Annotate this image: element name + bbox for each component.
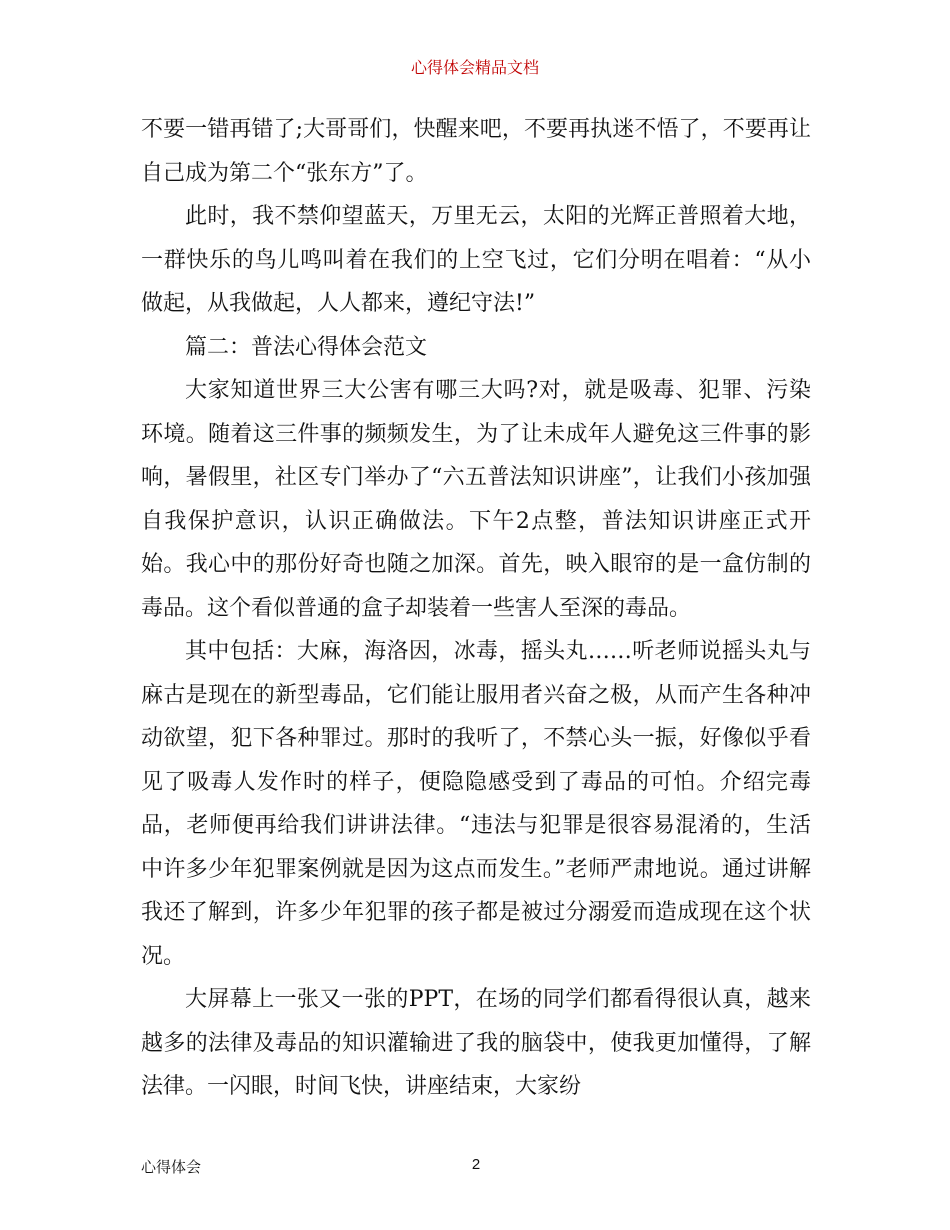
document-body [141,108,811,1109]
page-number: 2 [471,1156,481,1173]
paragraph: 其中包括：大麻，海洛因，冰毒，摇头丸……听老师说摇头丸与麻古是现在的新型毒品，它们能让服用者兴奋之极，从而产生各种冲动欲望，犯下各种罪过。那时的我听了，不禁心头一振，好像似乎看见了吸毒人发作时的样子，便隐隐感受到了毒品的可怕。介绍完毒品，老师便再给我们讲讲法律。“违法与犯罪是很容易混淆的，生活中许多少年犯罪案例就是因为这点而发生。”老师严肃地说。通过讲解我还了解到，许多少年犯罪的孩子都是被过分溺爱而造成现在这个状况。 [141,639,811,969]
paragraph: 大屏幕上一张又一张的PPT，在场的同学们都看得很认真，越来越多的法律及毒品的知识灌输进了我的脑袋中，使我更加懂得，了解法律。一闪眼，时间飞快，讲座结束，大家纷 [141,987,811,1099]
paragraph: 此时，我不禁仰望蓝天，万里无云，太阳的光辉正普照着大地，一群快乐的鸟儿鸣叫着在我们的上空飞过，它们分明在唱着：“从小做起，从我做起，人人都来，遵纪守法!” [141,204,811,316]
footer-label: 心得体会 [141,1158,202,1176]
page-header: 心得体会精品文档 [410,58,539,77]
paragraph-continuation: 不要一错再错了;大哥哥们，快醒来吧，不要再执迷不悟了，不要再让自己成为第二个“张东方”了。 [141,117,811,186]
section-heading: 篇二：普法心得体会范文 [185,334,428,360]
paragraph: 大家知道世界三大公害有哪三大吗?对，就是吸毒、犯罪、污染环境。随着这三件事的频频发生，为了让未成年人避免这三件事的影响，暑假里，社区专门举办了“六五普法知识讲座”，让我们小孩加强自我保护意识，认识正确做法。下午2点整，普法知识讲座正式开始。我心中的那份好奇也随之加深。首先，映入眼帘的是一盒仿制的毒品。这个看似普通的盒子却装着一些害人至深的毒品。 [141,378,811,621]
